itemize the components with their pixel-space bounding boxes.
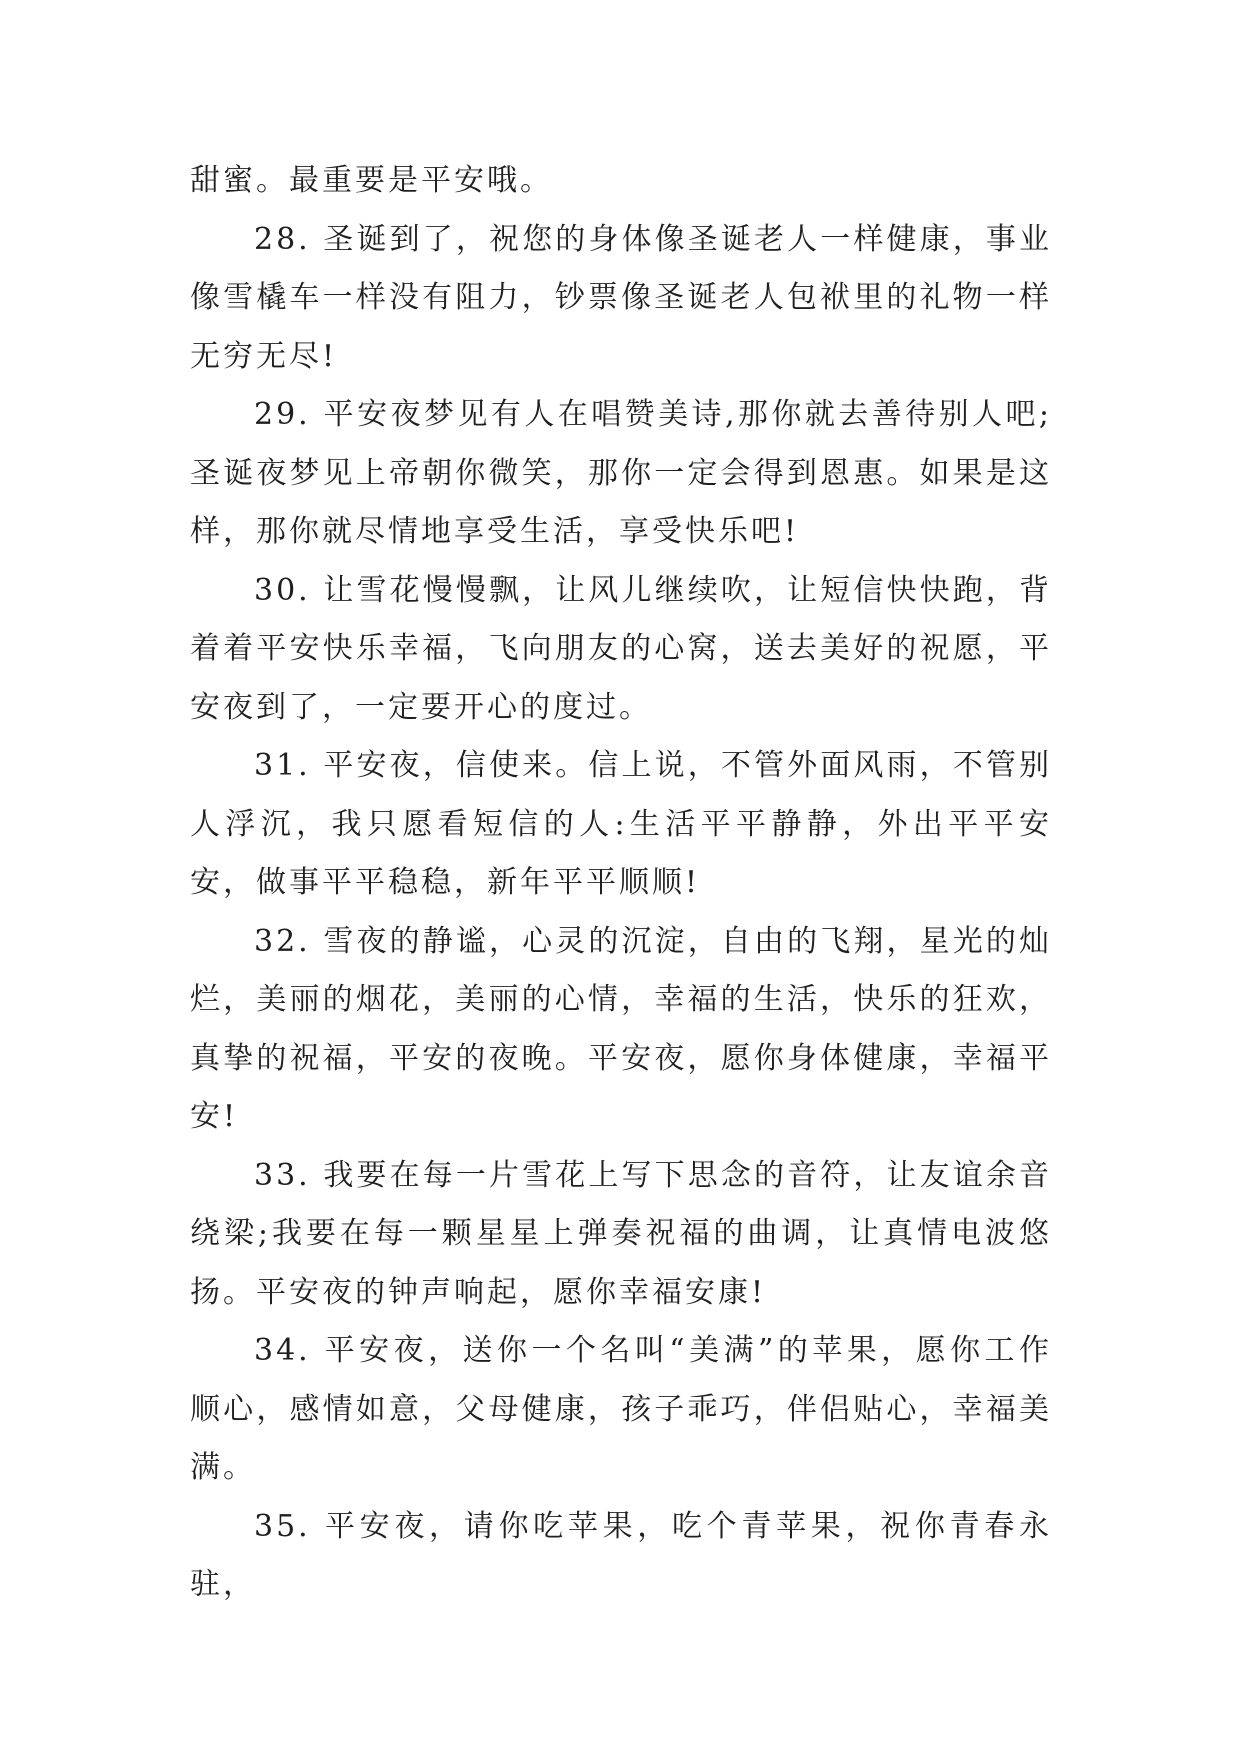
paragraph-item-28: 28. 圣诞到了，祝您的身体像圣诞老人一样健康，事业像雪橇车一样没有阻力，钞票像圣诞老人包袱里的礼物一样无穷无尽! xyxy=(190,221,1052,374)
document-body xyxy=(190,152,1052,1615)
paragraph-item-34: 34. 平安夜，送你一个名叫“美满”的苹果，愿你工作顺心，感情如意，父母健康，孩子乖巧，伴侣贴心，幸福美满。 xyxy=(190,1333,1052,1485)
paragraph-item-33: 33. 我要在每一片雪花上写下思念的音符，让友谊余音绕梁;我要在每一颗星星上弹奏祝福的曲调，让真情电波悠扬。平安夜的钟声响起，愿你幸福安康! xyxy=(190,1157,1052,1310)
paragraph-item-29: 29. 平安夜梦见有人在唱赞美诗,那你就去善待别人吧;圣诞夜梦见上帝朝你微笑，那你一定会得到恩惠。如果是这样，那你就尽情地享受生活，享受快乐吧! xyxy=(190,397,1052,549)
paragraph-item-35: 35. 平安夜，请你吃苹果，吃个青苹果，祝你青春永驻， xyxy=(190,1508,1052,1602)
paragraph-item-32: 32. 雪夜的静谧，心灵的沉淀，自由的飞翔，星光的灿烂，美丽的烟花，美丽的心情，幸福的生活，快乐的狂欢，真挚的祝福，平安的夜晚。平安夜，愿你身体健康，幸福平安! xyxy=(190,923,1052,1134)
paragraph-continuation: 甜蜜。最重要是平安哦。 xyxy=(190,163,553,198)
paragraph-item-30: 30. 让雪花慢慢飘，让风儿继续吹，让短信快快跑，背着着平安快乐幸福，飞向朋友的心窝，送去美好的祝愿，平安夜到了，一定要开心的度过。 xyxy=(190,572,1052,725)
paragraph-item-31: 31. 平安夜，信使来。信上说，不管外面风雨，不管别人浮沉，我只愿看短信的人:生活平平静静，外出平平安安，做事平平稳稳，新年平平顺顺! xyxy=(190,748,1052,900)
